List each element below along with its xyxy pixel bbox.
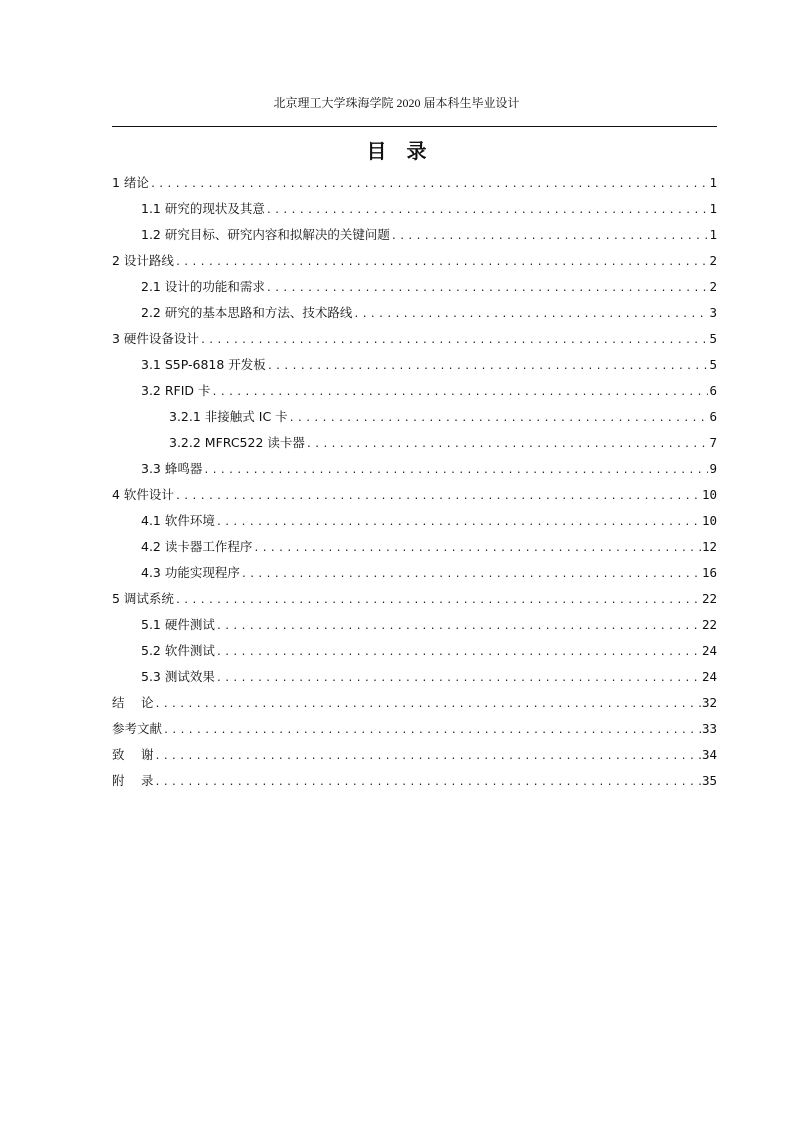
- toc-entry[interactable]: [112, 404, 717, 430]
- toc-entry-label: 2.2 研究的基本思路和方法、技术路线: [141, 305, 353, 320]
- toc-leader: [289, 406, 709, 432]
- toc-entry-label: 5.2 软件测试: [141, 643, 215, 658]
- toc-leader: [216, 640, 701, 666]
- toc-entry[interactable]: [112, 352, 717, 378]
- toc-entry[interactable]: [112, 430, 717, 456]
- toc-entry[interactable]: [112, 612, 717, 638]
- toc-entry-page: 33: [701, 721, 717, 736]
- toc-leader: [175, 250, 709, 276]
- header-rule: [112, 126, 717, 127]
- toc-leader: [154, 692, 700, 718]
- toc-entry-label: 2.1 设计的功能和需求: [141, 279, 265, 294]
- toc-entry-page: 10: [701, 487, 717, 502]
- toc-entry-page: 2: [709, 253, 717, 268]
- toc-entry-page: 1: [709, 201, 717, 216]
- toc-leader: [175, 484, 701, 510]
- toc-entry[interactable]: [112, 274, 717, 300]
- toc-entry[interactable]: [112, 768, 717, 794]
- toc-entry[interactable]: [112, 508, 717, 534]
- toc-entry[interactable]: [112, 664, 717, 690]
- toc-entry-label: 4.3 功能实现程序: [141, 565, 240, 580]
- toc-leader: [163, 718, 701, 744]
- toc-entry-page: 5: [709, 331, 717, 346]
- toc-entry[interactable]: [112, 742, 717, 768]
- toc-entry-page: 1: [709, 227, 717, 242]
- toc-leader: [154, 770, 700, 796]
- table-of-contents: [112, 170, 717, 794]
- toc-entry-label: 1.2 研究目标、研究内容和拟解决的关键问题: [141, 227, 390, 242]
- toc-entry-label: 附 录: [112, 773, 154, 788]
- toc-leader: [241, 562, 701, 588]
- toc-entry[interactable]: [112, 716, 717, 742]
- toc-leader: [150, 172, 709, 198]
- toc-entry-label: 结 论: [112, 695, 154, 710]
- toc-entry-label: 5 调试系统: [112, 591, 174, 606]
- toc-entry-label: 4.1 软件环境: [141, 513, 215, 528]
- toc-entry[interactable]: [112, 560, 717, 586]
- toc-entry[interactable]: [112, 690, 717, 716]
- toc-entry-label: 5.3 测试效果: [141, 669, 215, 684]
- toc-entry-label: 3.2.2 MFRC522 读卡器: [169, 435, 305, 450]
- toc-entry-page: 12: [701, 539, 717, 554]
- toc-entry-label: 3 硬件设备设计: [112, 331, 199, 346]
- toc-entry-label: 3.1 S5P-6818 开发板: [141, 357, 266, 372]
- toc-entry-label: 4.2 读卡器工作程序: [141, 539, 253, 554]
- toc-entry[interactable]: [112, 586, 717, 612]
- toc-entry-page: 1: [709, 175, 717, 190]
- toc-entry-label: 致 谢: [112, 747, 154, 762]
- toc-entry-page: 22: [701, 591, 717, 606]
- toc-entry-label: 1.1 研究的现状及其意: [141, 201, 265, 216]
- toc-entry-page: 24: [701, 669, 717, 684]
- toc-entry[interactable]: [112, 300, 717, 326]
- toc-entry[interactable]: [112, 638, 717, 664]
- toc-entry-page: 7: [709, 435, 717, 450]
- toc-entry-label: 3.3 蜂鸣器: [141, 461, 203, 476]
- toc-entry-label: 2 设计路线: [112, 253, 174, 268]
- toc-entry-label: 4 软件设计: [112, 487, 174, 502]
- toc-leader: [200, 328, 709, 354]
- toc-entry-label: 3.2 RFID 卡: [141, 383, 211, 398]
- toc-entry-label: 参考文献: [112, 721, 163, 736]
- toc-leader: [216, 666, 701, 692]
- toc-leader: [216, 614, 701, 640]
- toc-entry[interactable]: [112, 482, 717, 508]
- toc-entry-label: 1 绪论: [112, 175, 149, 190]
- toc-entry-page: 16: [701, 565, 717, 580]
- toc-entry-page: 2: [709, 279, 717, 294]
- toc-leader: [175, 588, 701, 614]
- toc-entry[interactable]: [112, 534, 717, 560]
- toc-entry-page: 6: [709, 409, 717, 424]
- toc-entry[interactable]: [112, 248, 717, 274]
- toc-leader: [253, 536, 701, 562]
- toc-entry-page: 35: [701, 773, 717, 788]
- toc-leader: [212, 380, 709, 406]
- toc-entry[interactable]: [112, 196, 717, 222]
- toc-entry[interactable]: [112, 170, 717, 196]
- toc-entry-label: 5.1 硬件测试: [141, 617, 215, 632]
- toc-leader: [266, 198, 709, 224]
- toc-entry-page: 34: [701, 747, 717, 762]
- toc-leader: [266, 276, 709, 302]
- toc-leader: [216, 510, 701, 536]
- toc-entry[interactable]: [112, 456, 717, 482]
- toc-entry-page: 10: [701, 513, 717, 528]
- toc-leader: [353, 302, 708, 328]
- toc-entry-page: 32: [701, 695, 717, 710]
- toc-entry-label: 3.2.1 非接触式 IC 卡: [169, 409, 288, 424]
- toc-leader: [203, 458, 708, 484]
- toc-leader: [267, 354, 709, 380]
- toc-entry-page: 3: [709, 305, 717, 320]
- running-header: 北京理工大学珠海学院 2020 届本科生毕业设计: [273, 96, 520, 110]
- toc-entry[interactable]: [112, 378, 717, 404]
- toc-entry-page: 6: [709, 383, 717, 398]
- toc-leader: [391, 224, 709, 250]
- toc-leader: [306, 432, 709, 458]
- toc-entry-page: 9: [709, 461, 717, 476]
- toc-leader: [154, 744, 700, 770]
- toc-entry[interactable]: [112, 222, 717, 248]
- toc-entry[interactable]: [112, 326, 717, 352]
- toc-entry-page: 22: [701, 617, 717, 632]
- toc-entry-page: 24: [701, 643, 717, 658]
- toc-entry-page: 5: [709, 357, 717, 372]
- toc-title: 目录: [366, 139, 447, 163]
